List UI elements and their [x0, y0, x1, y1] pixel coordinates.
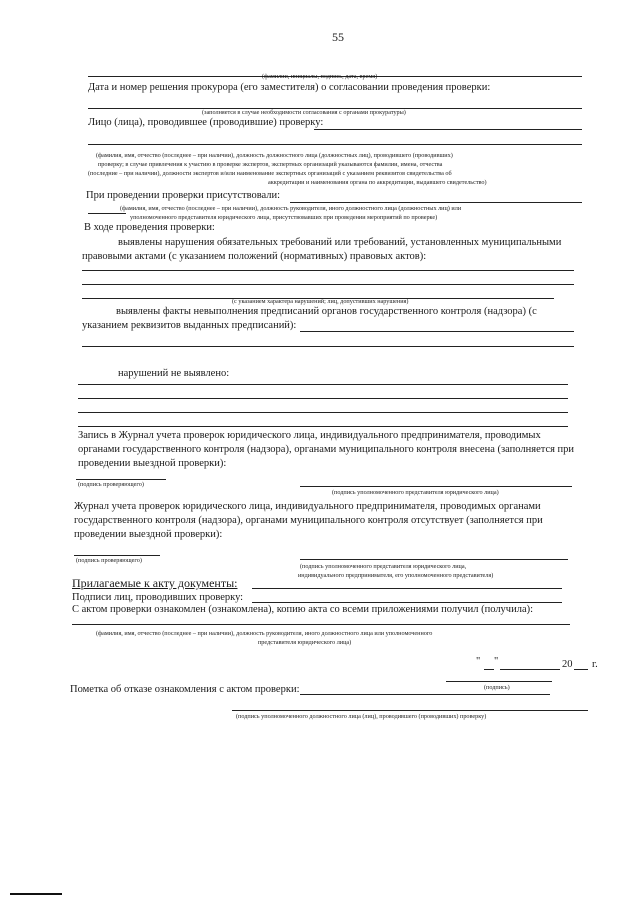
hint-acquainted: (фамилия, имя, отчество (последнее – при наличии), должность руководителя, иного должностного лица или уполномоченного [96, 630, 433, 637]
journal-absent-text: проведении выездной проверки): [74, 529, 223, 540]
fill-line [252, 588, 562, 589]
fill-line [78, 426, 568, 427]
date-quote-open: " [476, 656, 481, 667]
fill-line [300, 486, 572, 487]
fill-line [252, 602, 562, 603]
hint-sign-rep-legal: (подпись уполномоченного представителя юридического лица) [332, 489, 499, 496]
fill-line [446, 681, 552, 682]
fill-line [290, 202, 582, 203]
journal-absent-text: государственного контроля (надзора), органами муниципального контроля отсутствует (заполняется при [74, 515, 543, 526]
hint-prosecutor: (заполняется в случае необходимости согласования с органами прокуратуры) [202, 109, 406, 116]
journal-entry-text: Запись в Журнал учета проверок юридического лица, индивидуального предпринимателя, проводимых [78, 430, 541, 441]
footnote-rule [10, 893, 62, 895]
no-violations-label: нарушений не выявлено: [118, 368, 230, 379]
fill-line [484, 669, 494, 670]
journal-entry-text: проведении выездной проверки): [78, 458, 227, 469]
acquainted-text: С актом проверки ознакомлен (ознакомлена), копию акта со всеми приложениями получил (получила): [72, 604, 534, 615]
hint-violations: (с указанием характера нарушений; лиц, допустивших нарушения) [232, 298, 409, 305]
fill-line [82, 284, 574, 285]
hint-inspector: аккредитации и наименования органа по аккредитации, выдавшего свидетельство) [268, 179, 487, 186]
journal-entry-text: органами государственного контроля (надзора), органами муниципального контроля внесена (заполняется при [78, 444, 575, 455]
attached-docs-label: Прилагаемые к акту документы: [72, 576, 238, 590]
hint-sign-rep: (подпись уполномоченного представителя юридического лица, [300, 563, 467, 570]
page-number: 55 [332, 30, 344, 44]
fill-line [78, 384, 568, 385]
hint-signature: (подпись) [484, 684, 510, 691]
fill-line [88, 213, 126, 214]
fill-line [76, 479, 166, 480]
hint-present: уполномоченного представителя юридического лица, присутствовавших при проведении мероприятий по проверке) [130, 214, 438, 221]
fill-line [78, 398, 568, 399]
refusal-label: Пометка об отказе ознакомления с актом проверки: [70, 684, 300, 695]
during-check-label: В ходе проведения проверки: [84, 222, 215, 233]
inspector-label: Лицо (лица), проводившее (проводившие) проверку: [88, 117, 324, 128]
nonfulfil-text: выявлены факты невыполнения предписаний органов государственного контроля (надзора) (с [116, 306, 537, 317]
hint-sign-inspector: (подпись проверяющего) [78, 481, 144, 488]
date-suffix: г. [592, 659, 598, 670]
hint-inspector: (последние – при наличии), должности экспертов и/или наименование экспертных организаций с указанием реквизитов свидетельства об [88, 170, 452, 177]
hint-fio-sign-date: (фамилии, инициалы, подпись, дата, время) [262, 73, 378, 80]
fill-line [314, 129, 582, 130]
fill-line [82, 346, 574, 347]
hint-acquainted: представителя юридического лица) [258, 639, 352, 646]
fill-line [500, 669, 560, 670]
date-year: 20 [562, 659, 573, 670]
fill-line [82, 270, 574, 271]
present-label: При проведении проверки присутствовали: [86, 190, 281, 201]
hint-sign-inspector: (подпись проверяющего) [76, 557, 142, 564]
fill-line [300, 694, 550, 695]
hint-inspector: проверку; в случае привлечения к участию в проверке экспертов, экспертных организаций указываются фамилии, имена, отчества [98, 161, 443, 168]
fill-line [78, 412, 568, 413]
journal-absent-text: Журнал учета проверок юридического лица, индивидуального предпринимателя, проводимых органами [74, 501, 541, 512]
fill-line [72, 624, 570, 625]
fill-line [74, 555, 160, 556]
hint-refusal: (подпись уполномоченного должностного лица (лиц), проводившего (проводивших) проверку) [236, 713, 487, 720]
signatures-label: Подписи лиц, проводивших проверку: [72, 592, 244, 603]
fill-line [300, 559, 568, 560]
fill-line [88, 144, 582, 145]
fill-line [232, 710, 588, 711]
hint-sign-rep: индивидуального предпринимателя, его уполномоченного представителя) [298, 572, 494, 579]
violations-text: правовыми актами (с указанием положений (нормативных) правовых актов): [82, 251, 427, 262]
hint-inspector: (фамилия, имя, отчество (последнее – при наличии), должность должностного лица (должностных лиц), проводившего (проводивших) [96, 152, 453, 159]
violations-text: выявлены нарушения обязательных требований или требований, установленных муниципальными [118, 237, 562, 248]
fill-line [574, 669, 588, 670]
hint-present: (фамилия, имя, отчество (последнее – при наличии), должность руководителя, иного должностного лица (должностных лиц) или [120, 205, 462, 212]
nonfulfil-text: указанием реквизитов выданных предписаний): [82, 320, 297, 331]
fill-line [300, 331, 574, 332]
prosecutor-date-label: Дата и номер решения прокурора (его заместителя) о согласовании проведения проверки: [88, 82, 491, 93]
date-quote-close: " [494, 656, 499, 667]
